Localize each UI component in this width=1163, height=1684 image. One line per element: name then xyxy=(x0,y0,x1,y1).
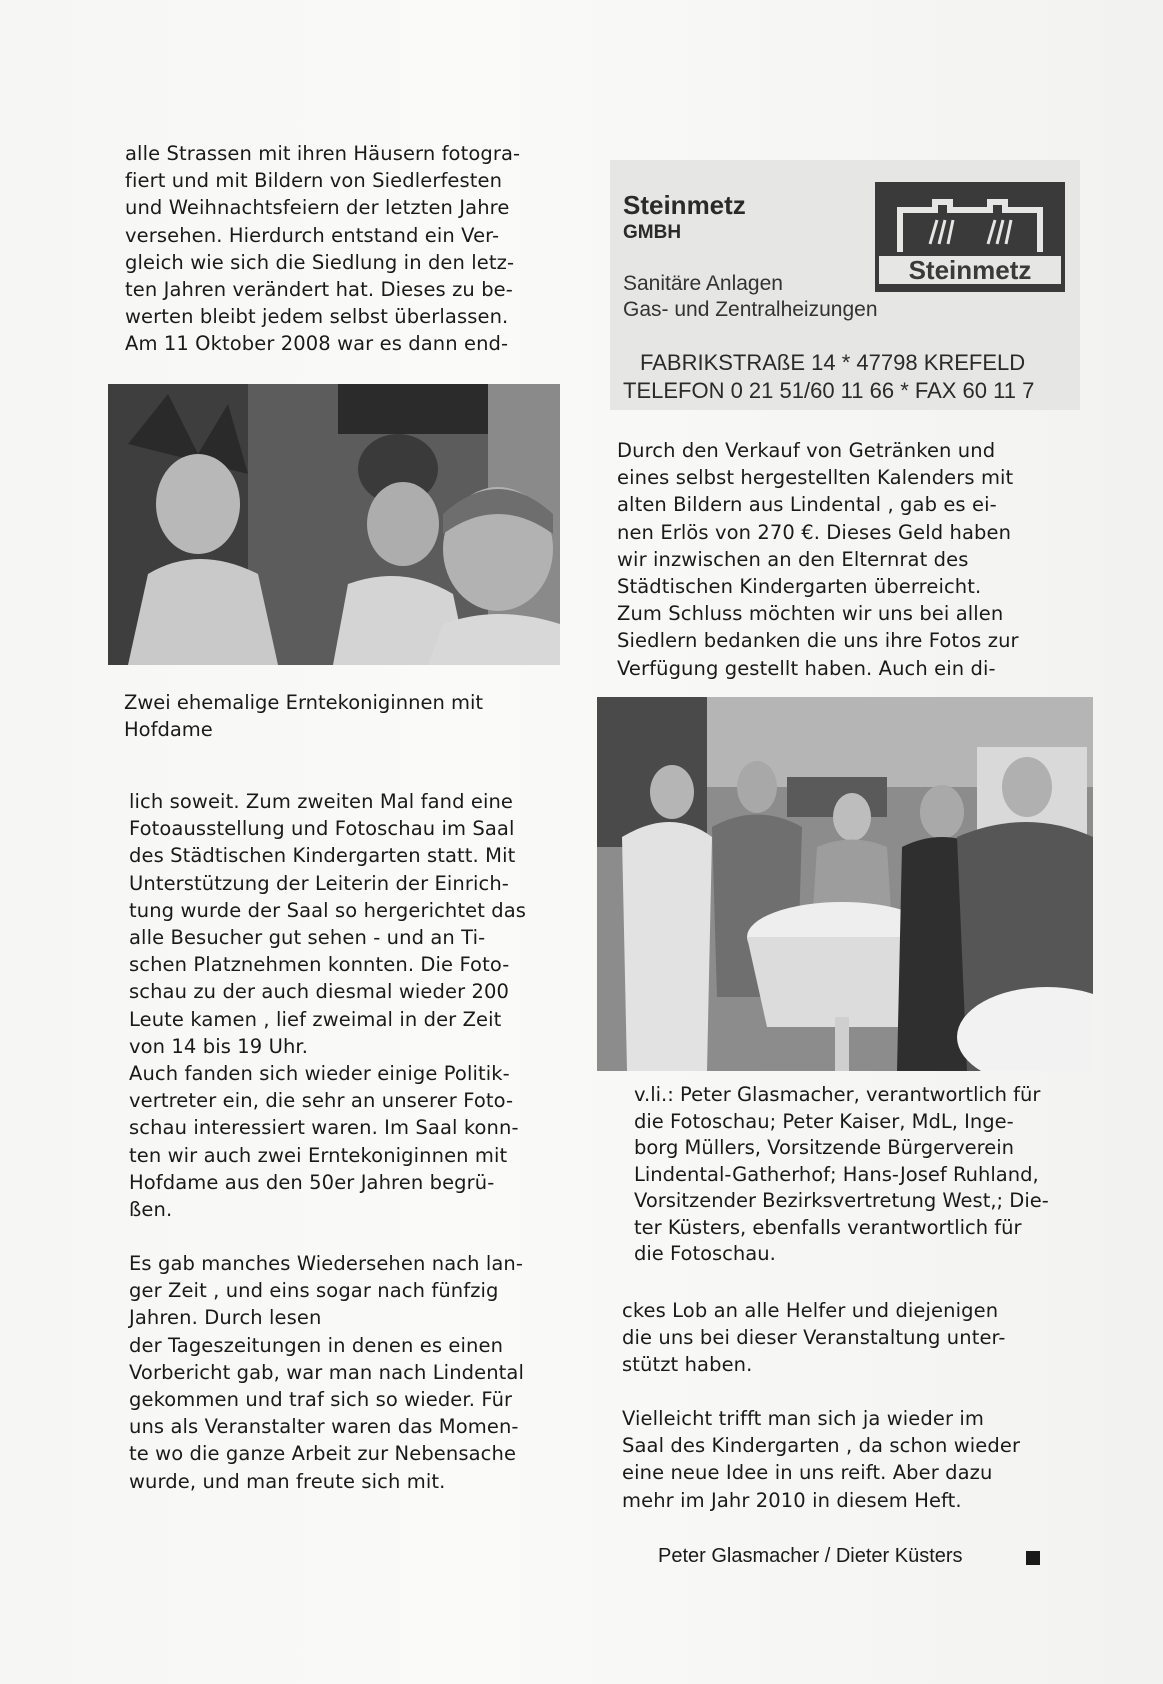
article-paragraph-2: lich soweit. Zum zweiten Mal fand eine Fotoausstellung und Fotoschau im Saal des Städtischen Kindergarten statt. Mit Unterstützung der Leiterin der Einrich- tung wurde der Saal so hergerichtet das alle Besucher gut sehen - und an Ti- schen Platznehmen konnten. Die Foto- schau zu der auch diesmal wieder 200 Leute kamen , lief zweimal in der Zeit von 14 bis 19 Uhr. Auch fanden sich wieder einige Politik- vertreter ein, die sehr an unserer Foto- schau interessiert waren. Im Saal konn- ten wir auch zwei Erntekoniginnen mit Hofdame aus den 50er Jahren begrü- ßen. xyxy=(129,790,527,1222)
article-paragraph-6: Vielleicht trifft man sich ja wieder im Saal des Kindergarten , da schon wieder eine neue Idee in uns reift. Aber dazu mehr im Jahr 2010 in diesem Heft. xyxy=(622,1407,1021,1512)
article-paragraph-5: ckes Lob an alle Helfer und diejenigen die uns bei dieser Veranstaltung unter- stützt haben. xyxy=(622,1299,1006,1377)
article-paragraph-4: Durch den Verkauf von Getränken und eines selbst hergestellten Kalenders mit alten Bildern aus Lindental , gab es ei- nen Erlös von 270 €. Dieses Geld haben wir inzwischen an den Elternrat des Städtischen Kindergarten überreicht. Zum Schluss möchten wir uns bei allen Siedlern bedanken die uns ihre Fotos zur Verfügung gestellt haben. Auch ein di- xyxy=(617,439,1019,680)
ad-service-2: Gas- und Zentralheizungen xyxy=(623,298,878,321)
photo-harvest-queens xyxy=(108,384,560,665)
svg-text:Steinmetz: Steinmetz xyxy=(908,255,1032,285)
ad-service-1: Sanitäre Anlagen xyxy=(623,272,783,295)
steinmetz-advertisement xyxy=(610,160,1080,410)
ad-company-name: Steinmetz xyxy=(623,190,746,220)
photo-caption-left: Zwei ehemalige Erntekoniginnen mit Hofdame xyxy=(124,691,484,741)
article-paragraph-3: Es gab manches Wiedersehen nach lan- ger Zeit , und eins sogar nach fünfzig Jahren. Durch lesen der Tageszeitungen in denen es einen Vorbericht gab, war man nach Lindental gekommen und traf sich so wieder. Für uns als Veranstalter waren das Momen- te wo die ganze Arbeit zur Nebensache wurde, und man freute sich mit. xyxy=(129,1252,524,1493)
article-authors: Peter Glasmacher / Dieter Küsters xyxy=(658,1545,963,1567)
steinmetz-logo xyxy=(875,182,1065,292)
photo-organizers-group-image xyxy=(597,697,1093,1071)
photo-harvest-queens-image xyxy=(108,384,560,665)
photo-caption-right: v.li.: Peter Glasmacher, verantwortlich für die Fotoschau; Peter Kaiser, MdL, Inge- borg Müllers, Vorsitzende Bürgerverein Lindental-Gatherhof; Hans-Josef Ruhland, Vorsitzender Bezirksvertretung West,; Die- ter Küsters, ebenfalls verantwortlich für die Fotoschau. xyxy=(634,1083,1049,1265)
ad-address: FABRIKSTRAßE 14 * 47798 KREFELD xyxy=(640,350,1026,375)
photo-organizers-group xyxy=(597,697,1093,1071)
article-paragraph-1: alle Strassen mit ihren Häusern fotogra- fiert und mit Bildern von Siedlerfesten und Weihnachtsfeiern der letzten Jahre versehen. Hierdurch entstand ein Ver- gleich wie sich die Siedlung in den letz- ten Jahren verändert hat. Dieses zu be- werten bleibt jedem selbst überlassen. Am 11 Oktober 2008 war es dann end- xyxy=(125,142,521,356)
article-end-mark xyxy=(1026,1551,1040,1565)
ad-phone: TELEFON 0 21 51/60 11 66 * FAX 60 11 7 xyxy=(623,378,1035,403)
ad-company-form: GMBH xyxy=(623,222,682,243)
